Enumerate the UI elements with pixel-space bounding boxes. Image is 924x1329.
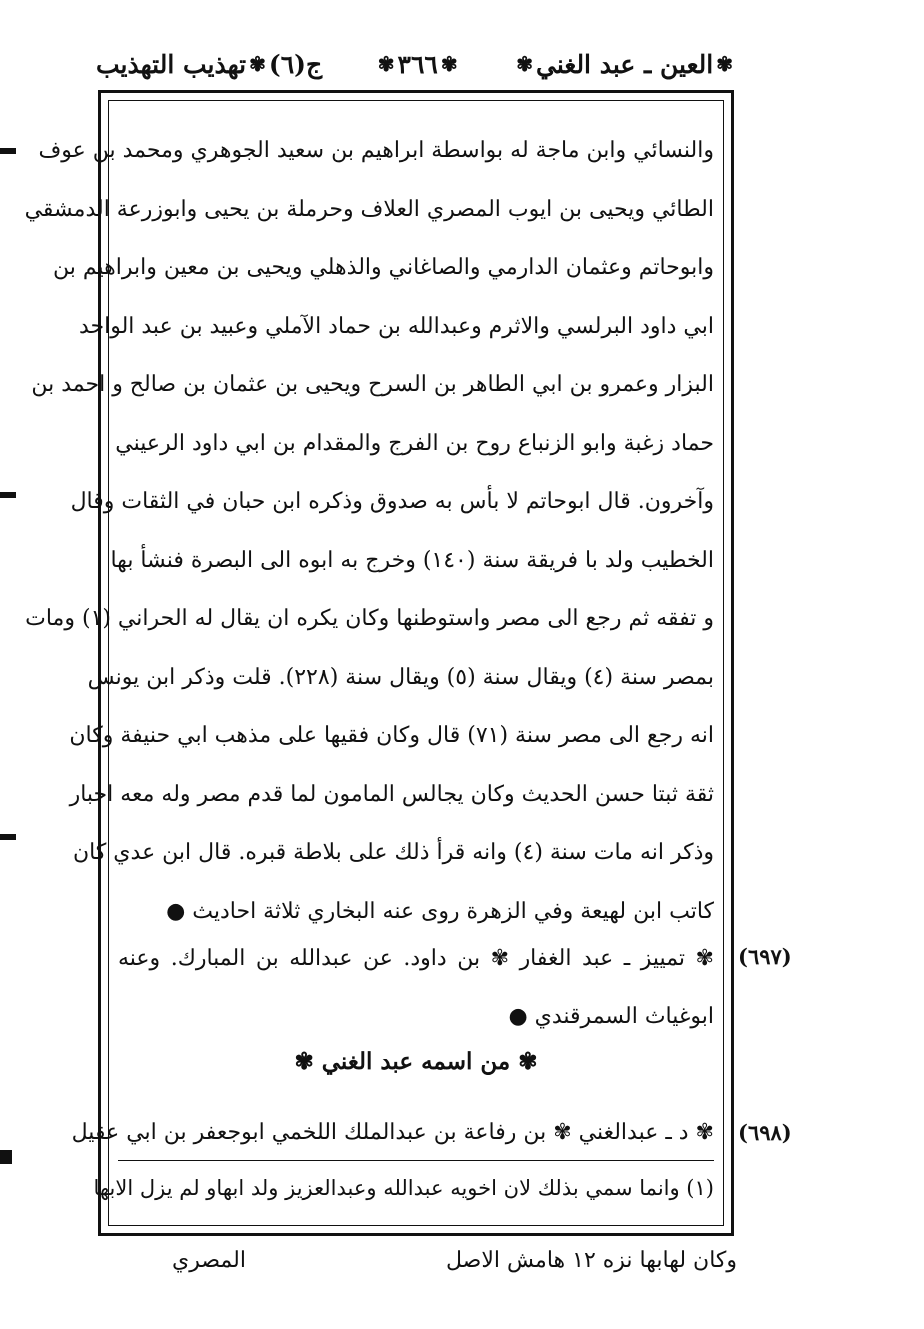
edge-mark [0,834,16,840]
header-section-group [513,50,736,79]
text-line: البزار وعمرو بن ابي الطاهر بن السرح ويحيى بن عثمان بن صالح و احمد بن [31,372,714,397]
text-line: ثقة ثبتا حسن الحديث وكان يجالس المامون لما قدم مصر وله معه اخبار [69,781,714,807]
text-line: كاتب ابن لهيعة وفي الزهرة روى عنه البخاري ثلاثة احاديث ● [166,898,714,924]
ornament-icon: ✾ [440,52,458,76]
section-title: العين ـ عبد الغني [536,49,714,79]
entry-697 [118,930,714,1046]
book-title: تهذيب التهذيب [96,49,247,79]
footnote-divider [118,1160,714,1161]
text-line: وذكر انه مات سنة (٤) وانه قرأ ذلك على بلاطة قبره. قال ابن عدي كان [72,840,714,865]
entry-line: ✾ د ـ عبدالغني ✾ بن رفاعة بن عبدالملك اللخمي ابوجعفر بن ابي عقيل [71,1120,714,1145]
edge-mark [0,492,16,498]
text-line: وآخرون. قال ابوحاتم لا بأس به صدوق وذكره ابن حبان في الثقات وقال [70,489,714,514]
ornament-icon: ✾ [516,52,533,76]
margin-note: وكان لهابها نزه ١٢ هامش الاصل [446,1248,738,1273]
edge-mark [0,148,16,154]
entry-698 [71,1104,714,1162]
ornament-icon: ✾ [249,52,266,76]
margin-note-end: المصري [172,1248,246,1273]
text-line: حماد زغبة وابو الزنباع روح بن الفرج والمقدام بن ابي داود الرعيني [115,430,714,456]
text-line: انه رجع الى مصر سنة (٧١) قال وكان فقيها على مذهب ابي حنيفة وكان [69,723,714,748]
ornament-icon: ✾ [716,52,733,76]
entry-line: ✾ تمييز ـ عبد الغفار ✾ بن داود. عن عبدالله بن المبارك. وعنه [118,946,714,971]
entry-number: (٦٩٨) [738,1120,792,1145]
text-line: والنسائي وابن ماجة له بواسطة ابراهيم بن سعيد الجوهري ومحمد بن عوف [38,138,714,163]
entry-line: ابوغياث السمرقندي ● [508,1004,714,1029]
edge-mark [0,1150,12,1164]
header-volume-group [96,50,322,79]
text-line: الخطيب ولد با فريقة سنة (١٤٠) وخرج به ابوه الى البصرة فنشأ بها [110,547,714,573]
text-line: ابي داود البرلسي والاثرم وعبدالله بن حماد الآملي وعبيد بن عبد الواحد [78,313,714,339]
entry-number: (٦٩٧) [738,944,792,969]
header-page-group [375,50,461,79]
text-line: الطائي ويحيى بن ايوب المصري العلاف وحرملة بن يحيى وابوزرعة الدمشقي [24,196,714,222]
footnote: (١) وانما سمي بذلك لان اخويه عبدالله وعبدالعزيز ولد ابهاو لم يزل الابها [93,1176,714,1200]
volume-label: ج(٦) [268,49,323,79]
text-line: بمصر سنة (٤) ويقال سنة (٥) ويقال سنة (٢٢٨). قلت وذكر ابن يونس [87,664,714,690]
ornament-icon: ✾ [377,52,395,76]
section-subheading: ✾ من اسمه عبد الغني ✾ [294,1048,538,1075]
page-header [96,42,736,86]
page-number: ٣٦٦ [397,49,438,79]
text-line: وابوحاتم وعثمان الدارمي والصاغاني والذهلي ويحيى بن معين وابراهيم بن [53,255,714,280]
main-text [24,122,714,941]
text-line: و تفقه ثم رجع الى مصر واستوطنها وكان يكره ان يقال له الحراني (١) ومات [25,606,714,631]
